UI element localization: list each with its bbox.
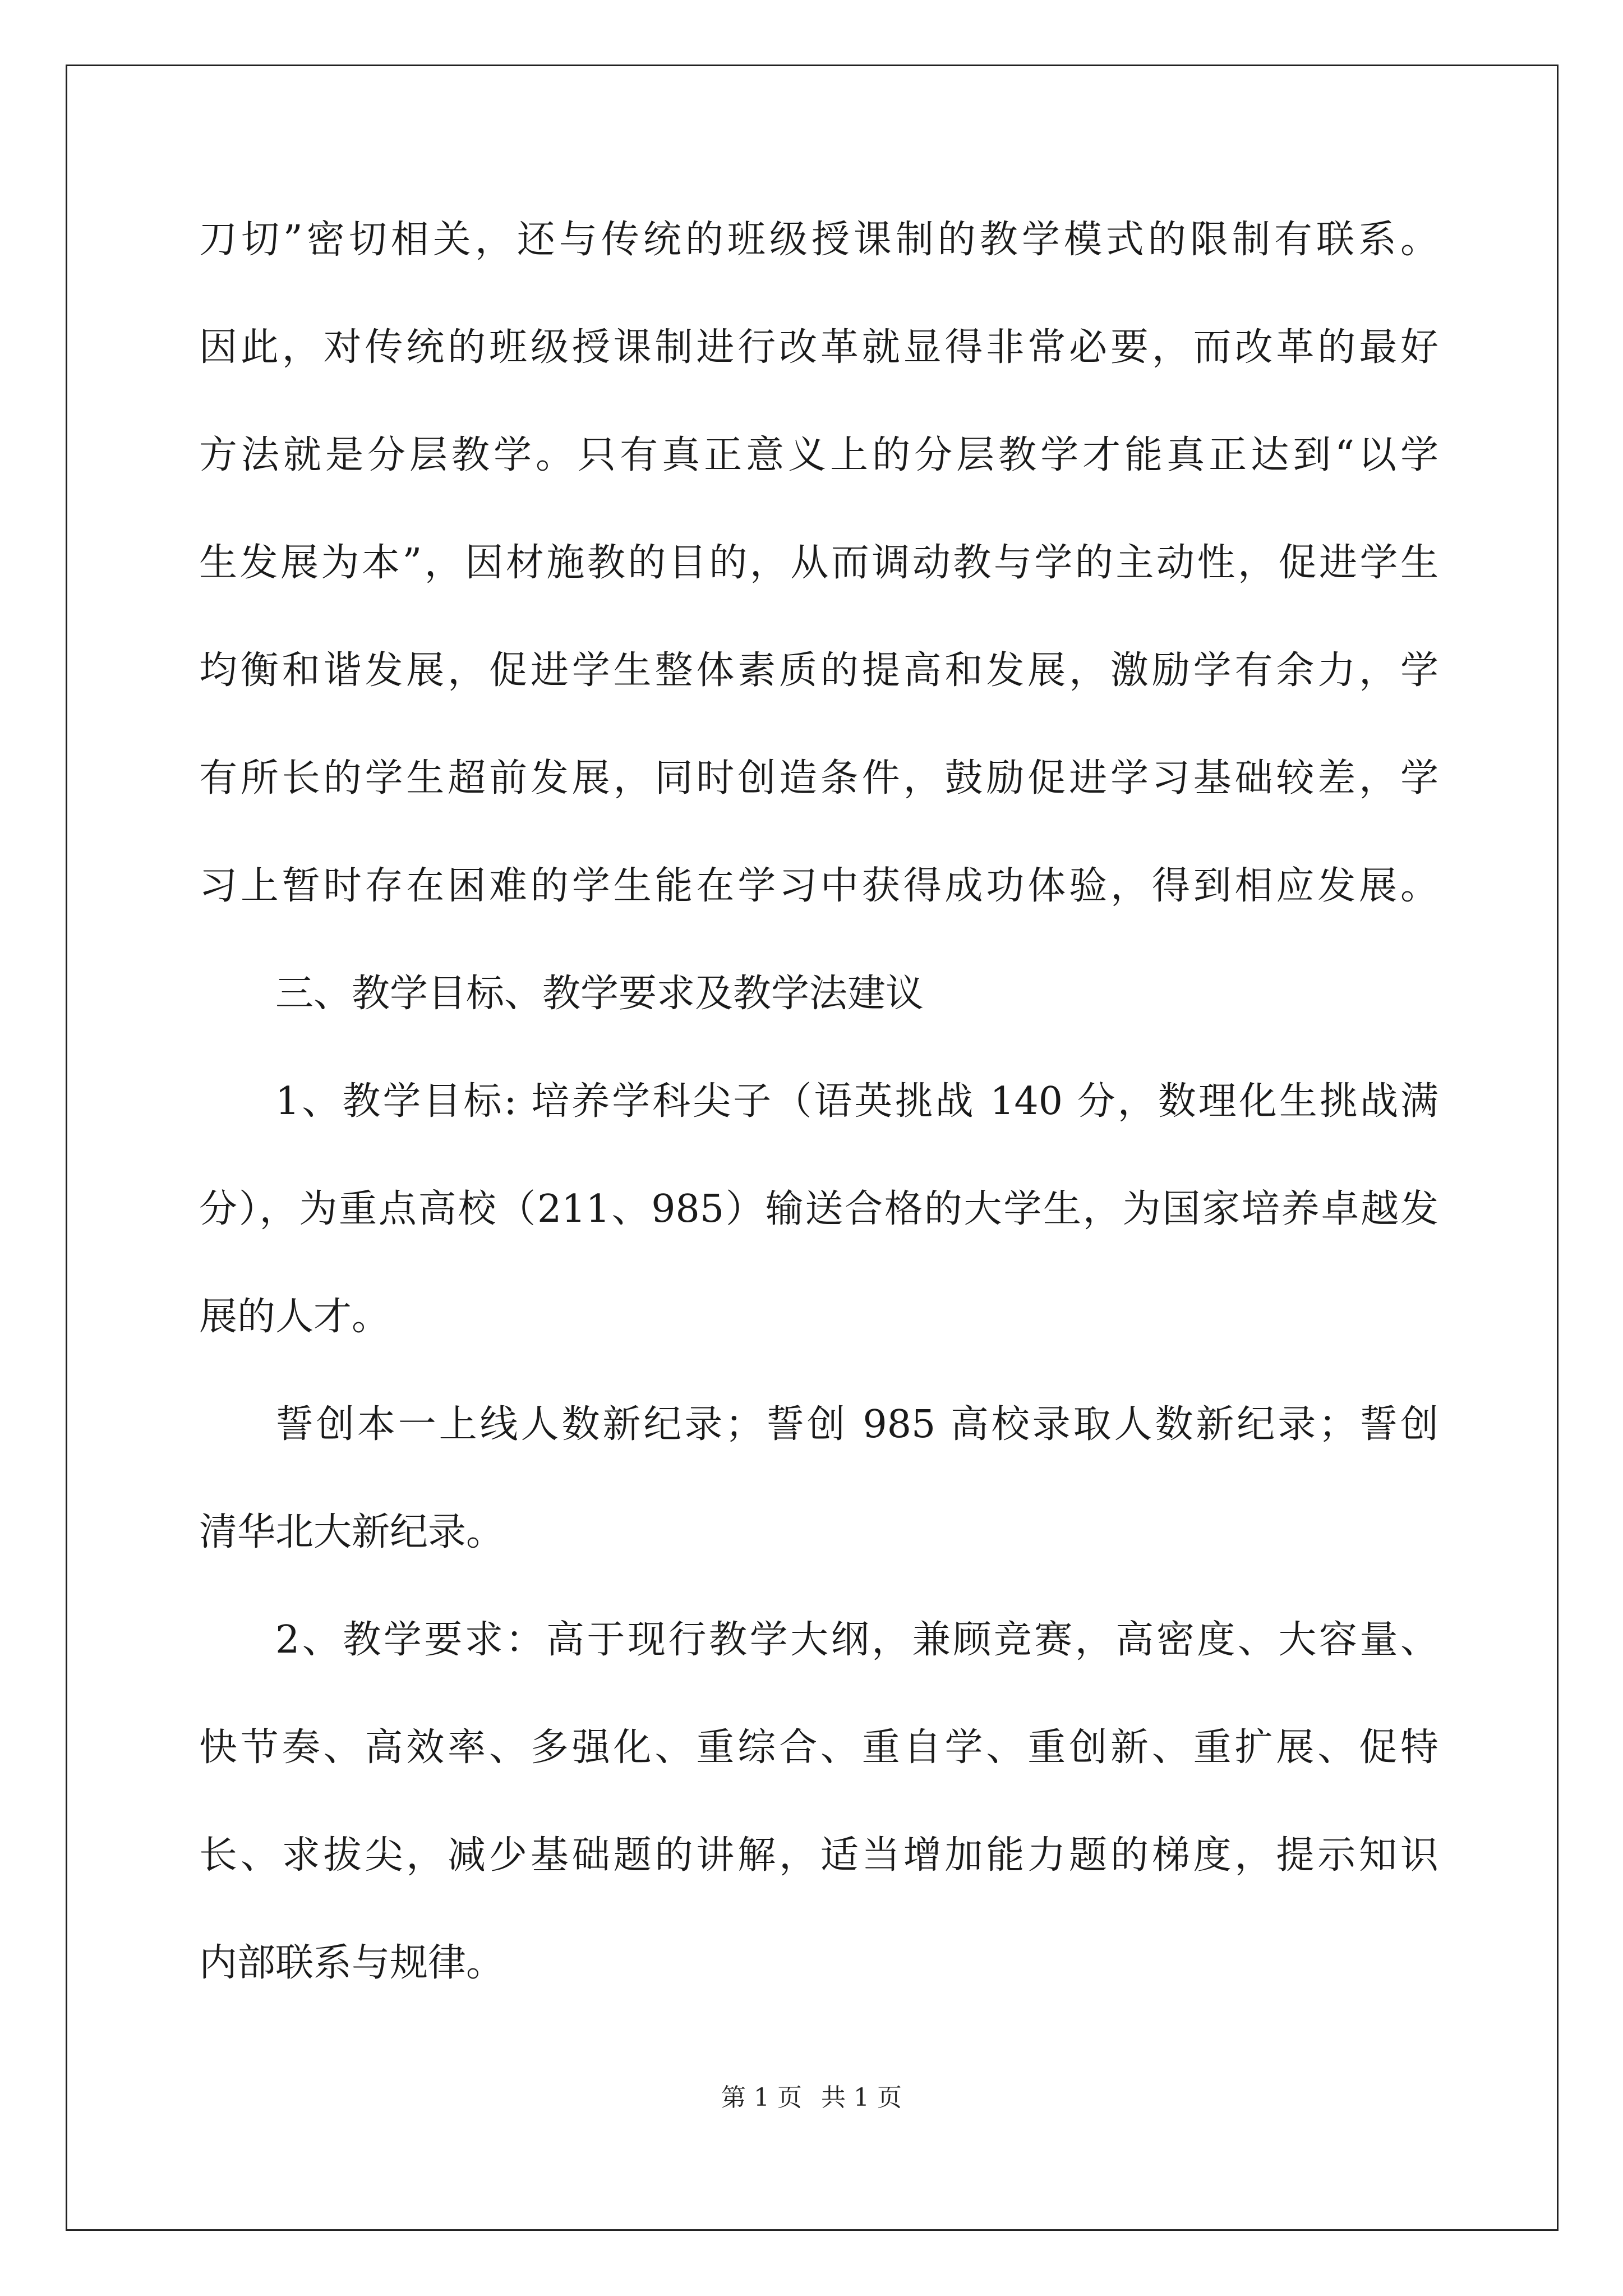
body-line: 习上暂时存在困难的学生能在学习中获得成功体验，得到相应发展。 xyxy=(199,864,1438,908)
body-line: 分），为重点高校（211、985）输送合格的大学生，为国家培养卓越发 xyxy=(199,1187,1438,1231)
body-line: 因此，对传统的班级授课制进行改革就显得非常必要，而改革的最好 xyxy=(199,325,1438,370)
body-line: 方法就是分层教学。只有真正意义上的分层教学才能真正达到“以学 xyxy=(199,433,1438,477)
body-line: 长、求拔尖，减少基础题的讲解，适当增加能力题的梯度，提示知识 xyxy=(199,1833,1438,1878)
body-line: 生发展为本”，因材施教的目的，从而调动教与学的主动性，促进学生 xyxy=(199,541,1438,585)
body-line: 清华北大新纪录。 xyxy=(199,1510,505,1554)
body-line: 2、教学要求：高于现行教学大纲，兼顾竞赛，高密度、大容量、 xyxy=(275,1618,1438,1662)
page-number: 第 1 页 xyxy=(721,2083,802,2112)
body-line: 快节奏、高效率、多强化、重综合、重自学、重创新、重扩展、促特 xyxy=(199,1726,1438,1770)
body-line: 均衡和谐发展，促进学生整体素质的提高和发展，激励学有余力，学 xyxy=(199,648,1438,693)
body-line: 刀切”密切相关，还与传统的班级授课制的教学模式的限制有联系。 xyxy=(199,218,1438,262)
body-line: 展的人才。 xyxy=(199,1295,390,1339)
document-body xyxy=(199,213,1438,1990)
body-line: 内部联系与规律。 xyxy=(199,1941,505,1985)
body-line: 1、教学目标: 培养学科尖子（语英挑战 140 分，数理化生挑战满 xyxy=(275,1079,1438,1124)
body-line: 誓创本一上线人数新纪录；誓创 985 高校录取人数新纪录；誓创 xyxy=(275,1402,1438,1447)
page-total: 共 1 页 xyxy=(821,2083,902,2112)
page-footer xyxy=(0,2081,1623,2115)
section-heading: 三、教学目标、教学要求及教学法建议 xyxy=(275,972,924,1016)
body-line: 有所长的学生超前发展，同时创造条件，鼓励促进学习基础较差，学 xyxy=(199,756,1438,800)
